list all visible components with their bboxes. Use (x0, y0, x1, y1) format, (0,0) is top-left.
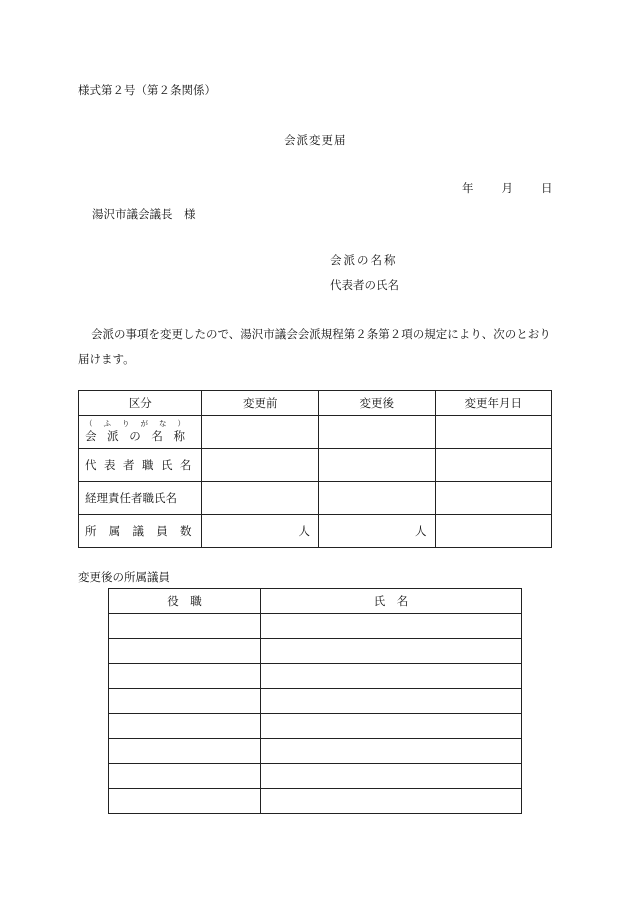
name-cell[interactable] (260, 739, 521, 764)
name-cell[interactable] (260, 639, 521, 664)
table-row (109, 664, 522, 689)
representative-date[interactable] (435, 449, 551, 482)
table-row-party-name (79, 416, 552, 449)
members-table (108, 588, 522, 814)
accountant-date[interactable] (435, 482, 551, 515)
accountant-after[interactable] (318, 482, 435, 515)
position-cell[interactable] (109, 714, 261, 739)
members-caption: 変更後の所属議員 (78, 570, 170, 584)
body-text: 会派の事項を変更したので、湯沢市議会会派規程第２条第２項の規定により、次のとおり届けます。 (78, 327, 551, 366)
row-label-representative: 代 表 者 職 氏 名 (79, 449, 202, 482)
name-cell[interactable] (260, 614, 521, 639)
representative-after[interactable] (318, 449, 435, 482)
position-cell[interactable] (109, 739, 261, 764)
day-label: 日 (541, 181, 553, 195)
table-row (109, 789, 522, 814)
table-row (109, 739, 522, 764)
table-row-accountant (79, 482, 552, 515)
name-cell[interactable] (260, 789, 521, 814)
representative-name-label: 代表者の氏名 (330, 278, 399, 292)
member-count-before[interactable] (202, 515, 319, 548)
table-row (109, 614, 522, 639)
position-cell[interactable] (109, 664, 261, 689)
changes-table (78, 390, 552, 548)
form-number: 様式第２号（第２条関係） (78, 83, 216, 97)
table-row-member-count (79, 515, 552, 548)
unit-label: 人 (415, 524, 427, 538)
position-cell[interactable] (109, 764, 261, 789)
party-name-row-label: 会 派 の 名 称 (85, 429, 185, 443)
changes-header-row (79, 391, 552, 416)
row-label-party-name (79, 416, 202, 449)
year-label: 年 (462, 181, 474, 195)
position-cell[interactable] (109, 614, 261, 639)
addressee: 湯沢市議会議長 様 (92, 207, 196, 221)
position-cell[interactable] (109, 639, 261, 664)
row-label-accountant: 経理責任者職氏名 (79, 482, 202, 515)
header-change-date: 変更年月日 (435, 391, 551, 416)
name-cell[interactable] (260, 764, 521, 789)
position-cell[interactable] (109, 789, 261, 814)
table-row (109, 689, 522, 714)
date-line (462, 180, 553, 196)
header-after: 変更後 (318, 391, 435, 416)
representative-before[interactable] (202, 449, 319, 482)
name-cell[interactable] (260, 689, 521, 714)
member-count-after[interactable] (318, 515, 435, 548)
position-cell[interactable] (109, 689, 261, 714)
table-row-representative (79, 449, 552, 482)
members-header-row (109, 589, 522, 614)
header-before: 変更前 (202, 391, 319, 416)
header-position: 役 職 (109, 589, 261, 614)
member-count-date[interactable] (435, 515, 551, 548)
table-row (109, 639, 522, 664)
document-title: 会派変更届 (284, 133, 347, 147)
table-row (109, 764, 522, 789)
accountant-before[interactable] (202, 482, 319, 515)
party-name-label: 会派の名称 (330, 253, 398, 267)
party-name-before[interactable] (202, 416, 319, 449)
month-label: 月 (501, 181, 513, 195)
party-name-date[interactable] (435, 416, 551, 449)
furigana-label: （ ふ り が な ） (85, 419, 185, 428)
table-row (109, 714, 522, 739)
name-cell[interactable] (260, 714, 521, 739)
row-label-member-count: 所 属 議 員 数 (79, 515, 202, 548)
party-name-after[interactable] (318, 416, 435, 449)
unit-label: 人 (298, 524, 310, 538)
header-category: 区分 (79, 391, 202, 416)
header-name: 氏 名 (260, 589, 521, 614)
name-cell[interactable] (260, 664, 521, 689)
